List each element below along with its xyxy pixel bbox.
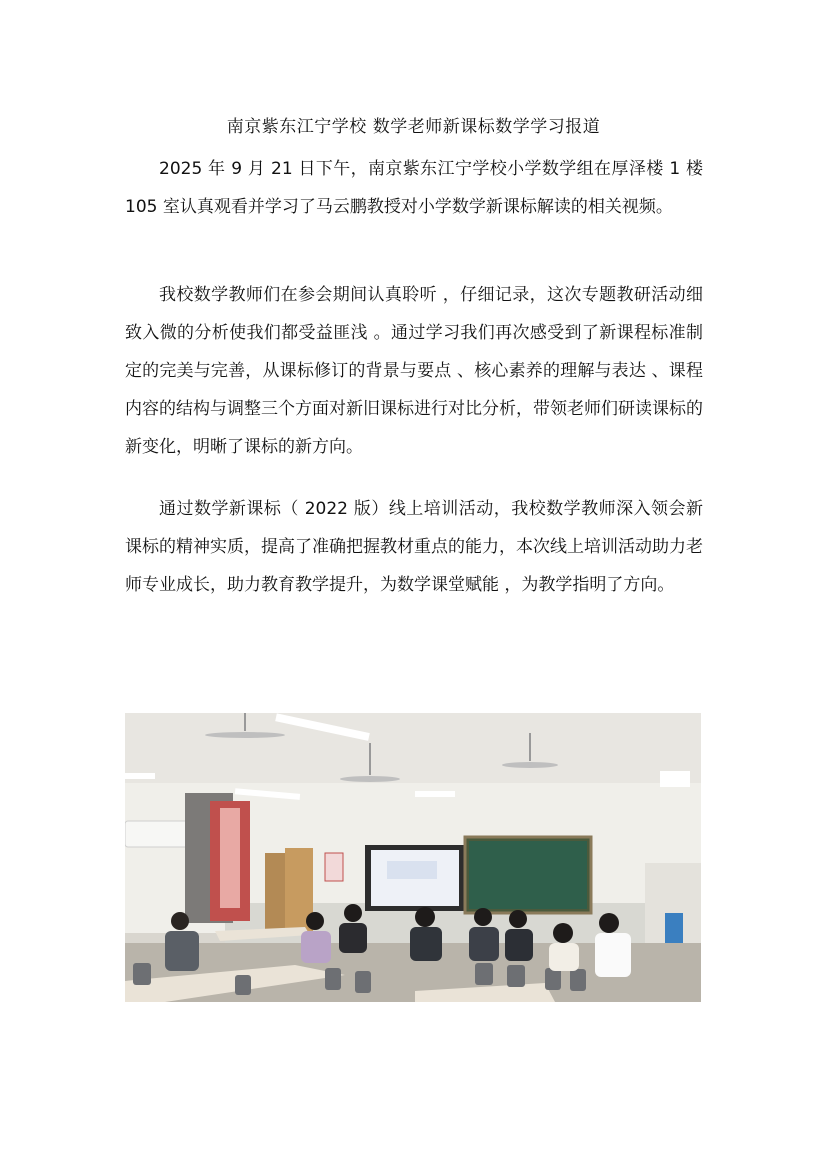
paragraph-3: 通过数学新课标（ 2022 版）线上培训活动，我校数学教师深入领会新课标的精神实质，提高了准确把握教材重点的能力，本次线上培训活动助力老师专业成长，助力教育教学提升，为数学课堂赋能 ，为教学指明了方向。 <box>125 499 703 595</box>
document-title: 南京紫东江宁学校 数学老师新课标数学学习报道 <box>226 117 601 137</box>
paragraph-1: 2025 年 9 月 21 日下午，南京紫东江宁学校小学数学组在厚泽楼 1 楼 105 室认真观看并学习了马云鹏教授对小学数学新课标解读的相关视频。 <box>125 159 703 217</box>
paragraph-2: 我校数学教师们在参会期间认真聆听 ，仔细记录，这次专题教研活动细致入微的分析使我们都受益匪浅 。通过学习我们再次感受到了新课程标准制定的完美与完善，从课标修订的背景与要点 、核心素养的理解与表达 、课程内容的结构与调整三个方面对新旧课标进行对比分析，带领老师们研读课标的新变化，明晰了课标的新方向。 <box>125 285 703 457</box>
classroom-photo <box>125 713 701 1002</box>
